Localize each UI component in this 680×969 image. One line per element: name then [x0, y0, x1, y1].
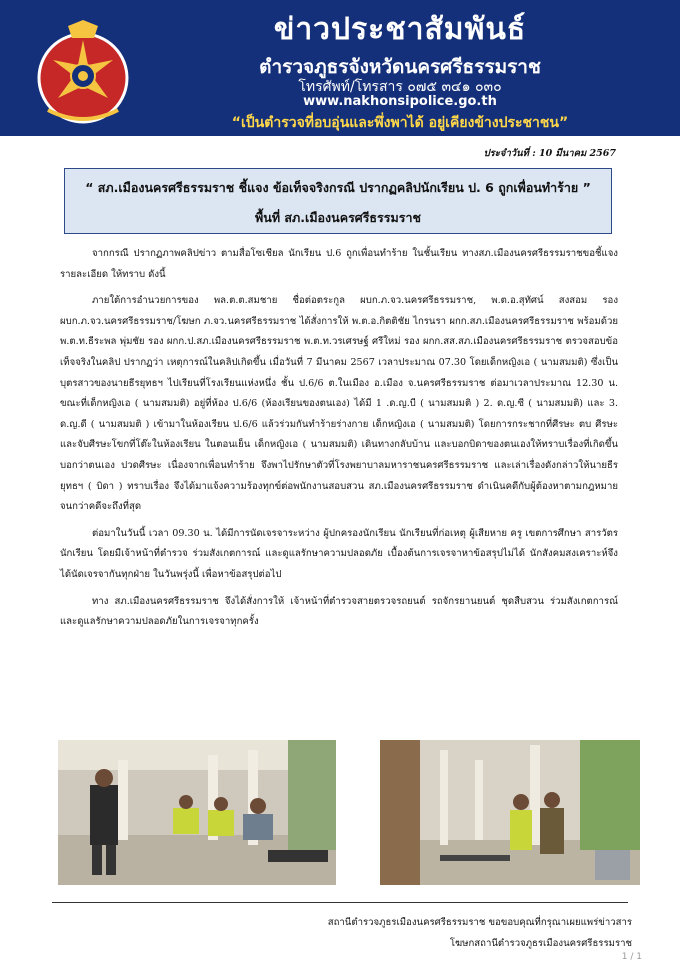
- header-phone: โทรศัพท์/โทรสาร ๐๗๕ ๓๔๑ ๐๓๐: [298, 79, 502, 95]
- header-website[interactable]: www.nakhonsipolice.go.th: [303, 94, 497, 109]
- date-line: ประจำวันที่ : 10 มีนาคม 2567: [483, 148, 616, 159]
- footer-divider: [52, 902, 628, 903]
- page-number: 1 / 1: [621, 952, 642, 962]
- photo-corridor-meeting: [58, 740, 336, 885]
- header-banner: [0, 0, 680, 136]
- footer-line-1: สถานีตำรวจภูธรเมืองนครศรีธรรมราช ขอขอบคุณที่กรุณาเผยแพร่ข่าวสาร: [327, 917, 632, 928]
- police-emblem-icon: [28, 20, 138, 130]
- headline-line-1: “ สภ.เมืองนครศรีธรรมราช ชี้แจง ข้อเท็จจริงกรณี ปรากฏคลิปนักเรียน ป. 6 ถูกเพื่อนทำร้าย ”: [85, 180, 591, 195]
- paragraph-3: ต่อมาในวันนี้ เวลา 09.30 น. ได้มีการนัดเจรจาระหว่าง ผู้ปกครองนักเรียน นักเรียนที่ก่อเหตุ ผู้เสียหาย ครู เขตการศึกษา สารวัตรนักเรียน โดยมีเจ้าหน้าที่ตำรวจ ร่วมสังเกตการณ์ และดูแลรักษาความปลอดภัย เบื้องต้นการเจรจาหาข้อสรุปไม่ได้ นักสังคมสงเคราะห์จึงได้นัดเจรจากันทุกฝ่าย ในวันพรุ่งนี้ เพื่อหาข้อสรุปต่อไป: [60, 527, 618, 580]
- photo-school-hallway: [380, 740, 640, 885]
- paragraph-4: ทาง สภ.เมืองนครศรีธรรมราช จึงได้สั่งการให้ เจ้าหน้าที่ตำรวจสายตรวจรถยนต์ รถจักรยานยนต์ ชุดสืบสวน ร่วมสังเกตการณ์ และดูแลรักษาความปลอดภัยในการเจรจาทุกครั้ง: [60, 595, 618, 628]
- footer: [328, 912, 632, 954]
- header-slogan: “เป็นตำรวจที่อบอุ่นและพึ่งพาได้ อยู่เคียงข้างประชาชน”: [231, 115, 569, 131]
- headline-box: [64, 168, 612, 234]
- header-title: ข่าวประชาสัมพันธ์: [273, 12, 527, 47]
- footer-line-2: โฆษกสถานีตำรวจภูธรเมืองนครศรีธรรมราช: [449, 938, 632, 949]
- paragraph-1: จากกรณี ปรากฏภาพคลิปข่าว ตามสื่อโซเชียล นักเรียน ป.6 ถูกเพื่อนทำร้าย ในชั้นเรียน ทางสภ.เมืองนครศรีธรรมราชขอชี้แจงรายละเอียด ให้ทราบ ดังนี้: [60, 248, 618, 280]
- headline-line-2: พื้นที่ สภ.เมืองนครศรีธรรมราช: [255, 210, 421, 225]
- header-organization: ตำรวจภูธรจังหวัดนครศรีธรรมราช: [259, 56, 541, 78]
- paragraph-2: ภายใต้การอำนวยการของ พล.ต.ต.สมชาย ชื่อต่อตระกูล ผบก.ภ.จว.นครศรีธรรมราช, พ.ต.อ.สุทัศน์ สงสอม รอง ผบก.ภ.จว.นครศรีธรรมราช/โฆษก ภ.จว.นครศรีธรรมราช ได้สั่งการให้ พ.ต.อ.กิตติชัย ไกรนรา ผกก.สภ.เมืองนครศรีธรรมราช พร้อมด้วย พ.ต.ท.ธีระพล พุ่มชัย รอง ผกก.ป.สภ.เมืองนครศรีธรรมราช พ.ต.ท.วรเศรษฐ์ ศรีใหม่ รอง ผกก.สส.สภ.เมืองนครศรีธรรมราช ตรวจสอบข้อเท็จจริงในคลิป ปรากฏว่า เหตุการณ์ในคลิปเกิดขึ้น เมื่อวันที่ 7 มีนาคม 2567 เวลาประมาณ 07.30 โดยเด็กหญิงเอ ( นามสมมติ) ซึ่งเป็นบุตรสาวของนายธีรยุทธฯ ไปเรียนที่โรงเรียนแห่งหนึ่ง ชั้น ป.6/6 ต.ในเมือง อ.เมือง จ.นครศรีธรรมราช ต่อมาเวลาประมาณ 12.30 น. ขณะที่เด็กหญิงเอ ( นามสมมติ) อยู่ที่ห้อง ป.6/6 (ห้องเรียนของตนเอง) ได้มี 1 .ด.ญ.บี ( นามสมมติ ) 2. ด.ญ.ซี ( นามสมมติ) และ 3. ด.ญ.ดี ( นามสมมติ ) เข้ามาในห้องเรียน ป.6/6 แล้วร่วมกันทำร้ายร่างกาย เด็กหญิงเอ ( นามสมมติ) โดยการกระชากที่ศีรษะ ตบ ศีรษะ และจับศีรษะโขกที่โต๊ะในห้องเรียน ในตอนเย็น เด็กหญิงเอ ( นามสมมติ) เดินทางกลับบ้าน และบอกบิดาของตนเองให้ทราบเรื่องที่เกิดขึ้น บอกว่าตนเอง ปวดศีรษะ เนื่องจากเพื่อนทำร้าย จึงพาไปรักษาตัวที่โรงพยาบาลมหาราชนครศรีธรรมราช และเล่าเรื่องดังกล่าวให้นายธีรยุทธฯ ( บิดา ) ทราบเรื่อง จึงได้มาแจ้งความร้องทุกข์ต่อพนักงานสอบสวน สภ.เมืองนครศรีธรรมราช ดำเนินคดีกับผู้ต้องหาตามกฎหมายจนกว่าคดีจะถึงที่สุด: [60, 295, 618, 513]
- article-body: [60, 244, 618, 639]
